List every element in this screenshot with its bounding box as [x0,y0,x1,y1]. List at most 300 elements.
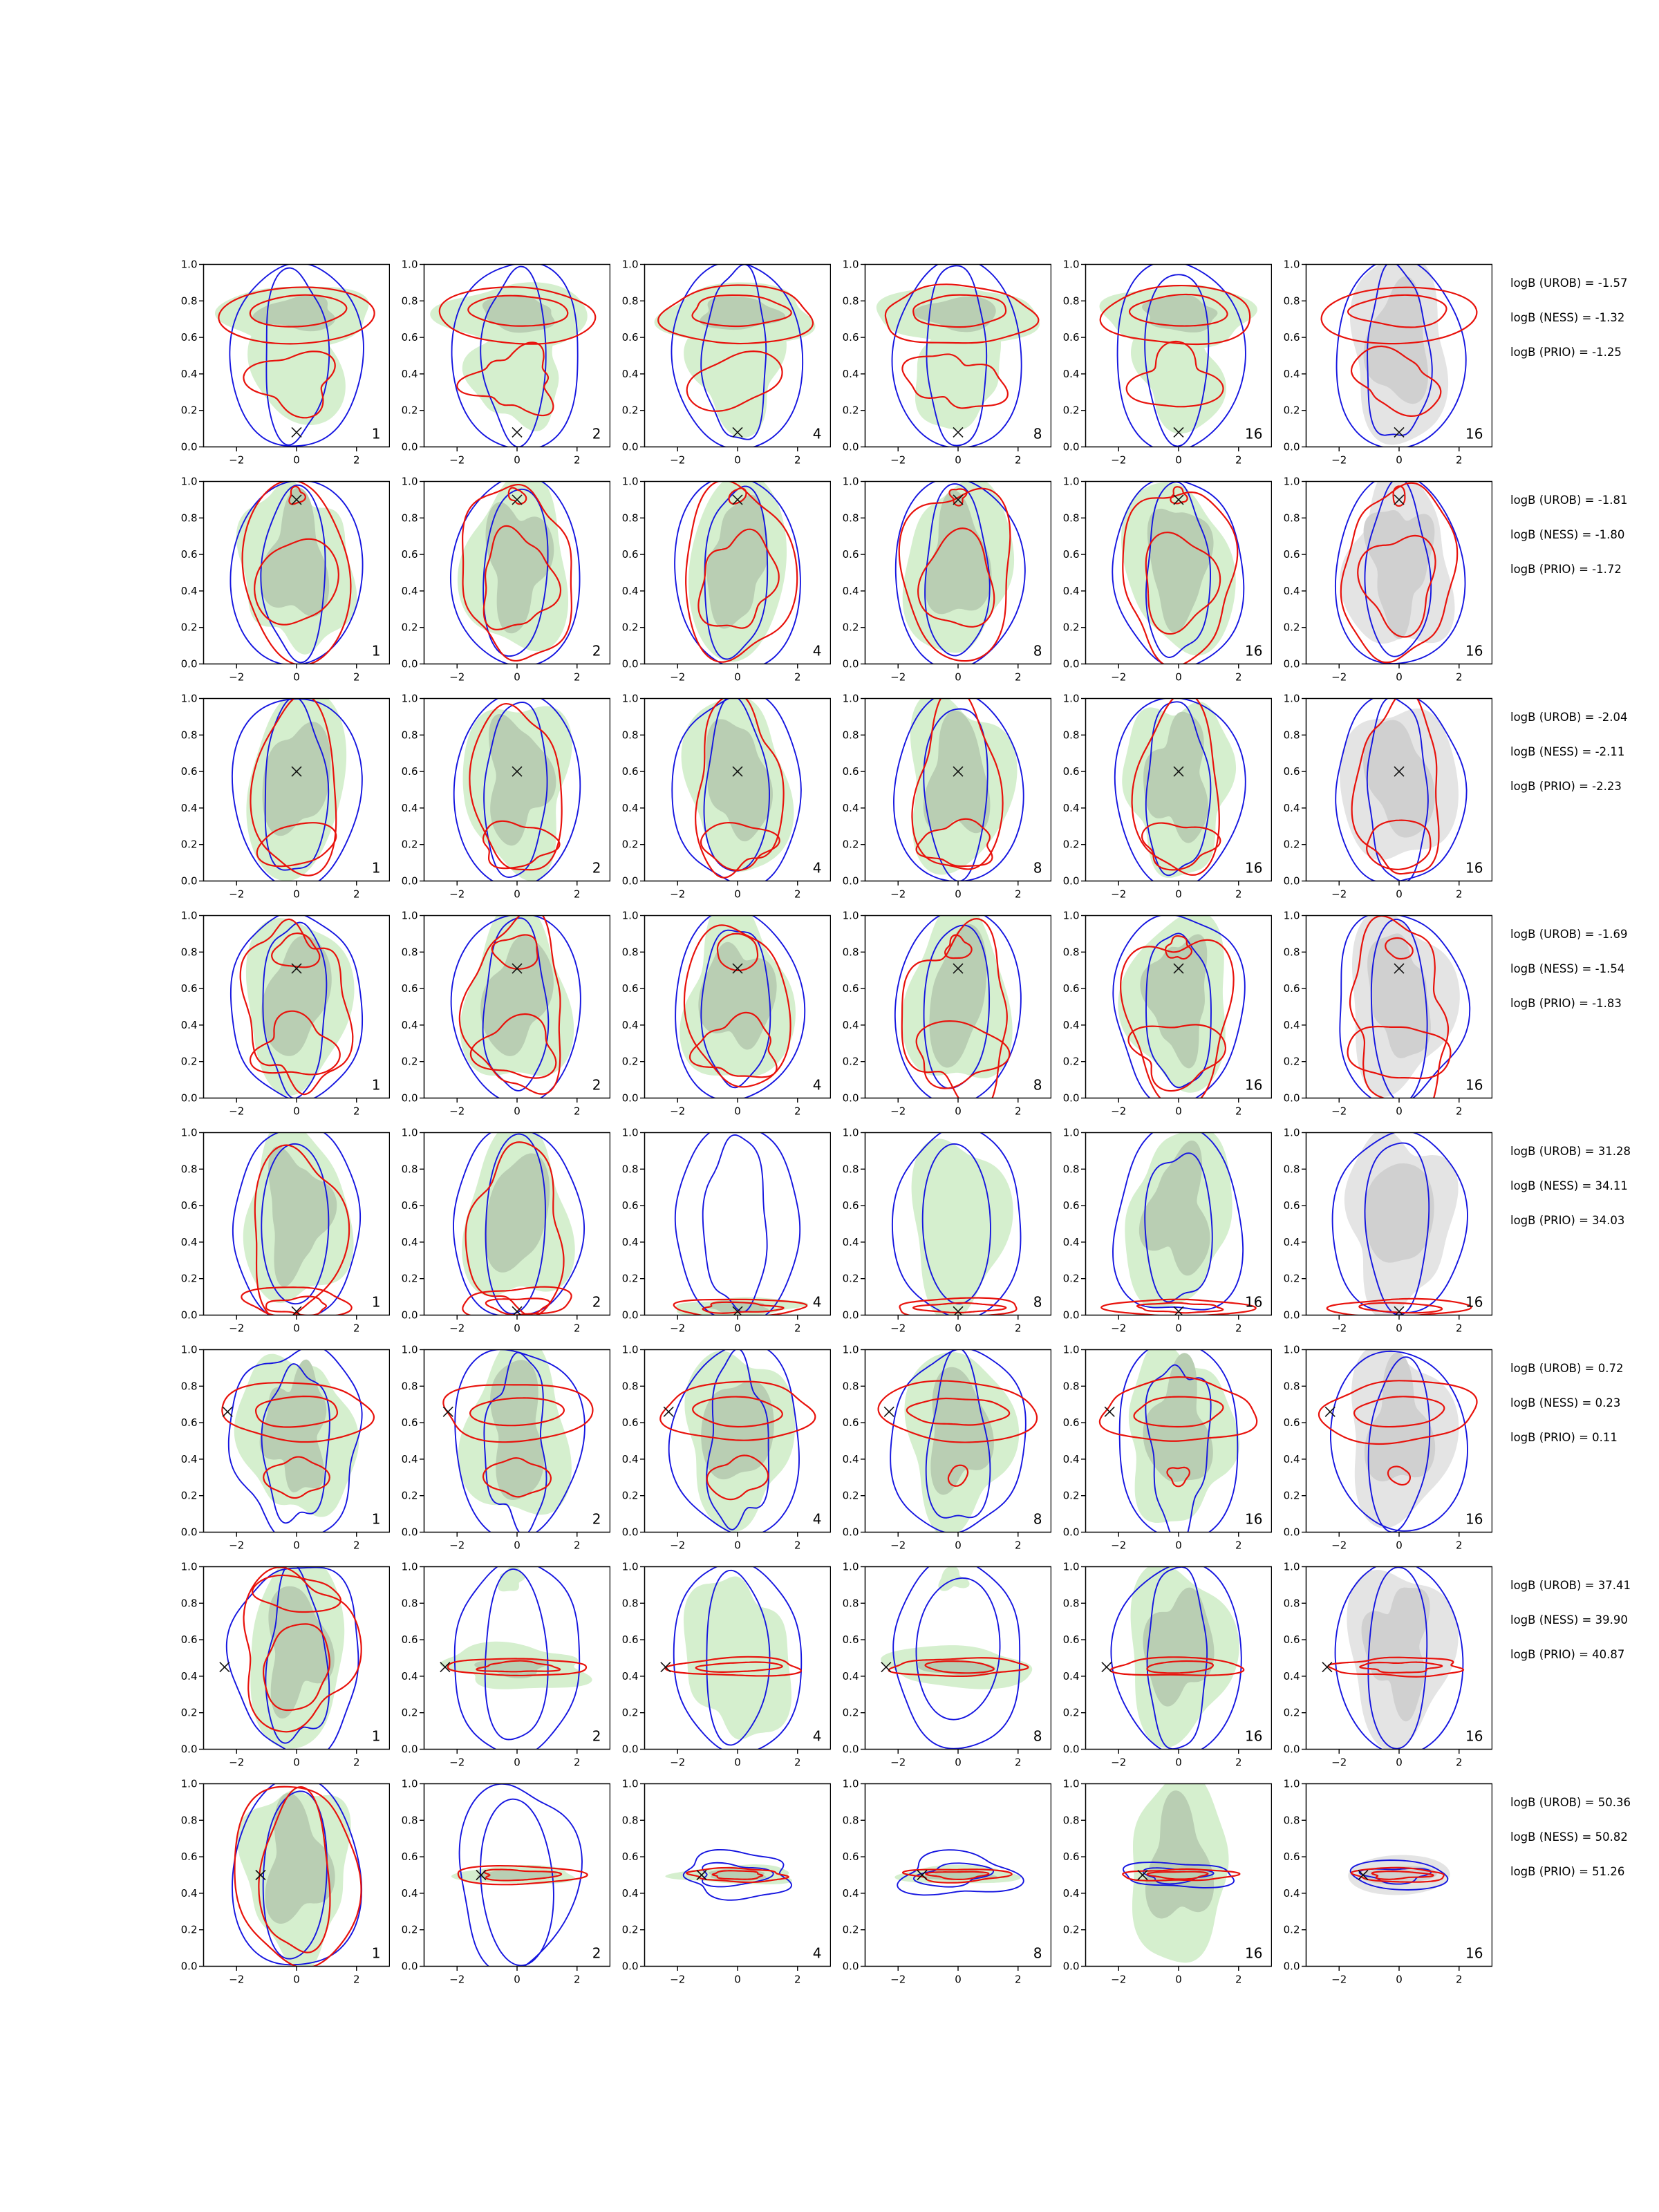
subplot-r3-c2 [390,693,610,908]
subplot-r2-c1 [169,476,390,691]
y-tick-label: 0.4 [1283,1669,1300,1683]
y-tick-label: 0.6 [842,765,859,778]
y-tick-label: 0.8 [1283,1814,1300,1827]
y-tick-label: 1.0 [842,1562,859,1573]
subplot-r5-c6-figure [1272,1127,1492,1342]
y-tick-label: 0.6 [621,1633,639,1647]
x-tick-label: 2 [1456,453,1463,467]
subplot-r2-c5 [1051,476,1272,691]
true-value-x-marker [443,1407,453,1416]
y-tick-label: 0.2 [621,838,639,851]
figure-row-4 [169,910,1659,1127]
y-tick-label: 1.0 [401,693,418,705]
y-tick-label: 0.4 [180,584,198,597]
y-tick-label: 0.0 [180,1091,198,1105]
panel-count-label: 16 [1465,1293,1483,1311]
x-tick-label: −2 [1331,671,1347,684]
subplot-r7-c6-figure [1272,1562,1492,1776]
y-tick-label: 0.8 [621,1597,639,1610]
subplot-r2-c4-figure [831,476,1051,691]
y-tick-label: 0.6 [1283,548,1300,561]
panel-count-label: 8 [1033,1944,1042,1962]
x-tick-label: 0 [734,1105,741,1118]
x-tick-label: 2 [794,1322,801,1335]
y-tick-label: 0.6 [180,548,198,561]
y-tick-label: 0.6 [401,765,418,778]
y-tick-label: 0.6 [1283,331,1300,344]
subplot-r1-c5 [1051,259,1272,474]
y-tick-label: 0.2 [621,621,639,634]
y-tick-label: 0.8 [1283,512,1300,525]
y-tick-label: 0.4 [180,1018,198,1031]
x-tick-label: 0 [1175,1756,1182,1769]
x-tick-label: 0 [955,1756,962,1769]
x-tick-label: 2 [1235,1322,1242,1335]
subplot-r4-c4 [831,910,1051,1125]
y-tick-label: 0.2 [401,1706,418,1719]
y-tick-label: 0.0 [842,1743,859,1756]
y-tick-label: 1.0 [1283,910,1300,922]
x-tick-label: 2 [353,1322,360,1335]
true-value-x-marker [884,1407,894,1416]
y-tick-label: 1.0 [1283,476,1300,488]
y-tick-label: 0.4 [401,1452,418,1465]
subplot-r8-c5-figure [1051,1779,1272,1993]
subplot-r4-c4-figure [831,910,1051,1125]
x-tick-label: 2 [1456,1756,1463,1769]
x-tick-label: −2 [1331,453,1347,467]
x-tick-label: −2 [670,453,686,467]
panels-row-3 [169,693,1492,908]
y-tick-label: 0.8 [621,729,639,742]
panel-count-label: 16 [1465,1727,1483,1745]
subplot-r4-c1 [169,910,390,1125]
x-tick-label: −2 [670,1973,686,1986]
true-value-x-marker [661,1662,671,1672]
y-tick-label: 1.0 [842,910,859,922]
logb-urob: logB (UROB) = -2.04 [1510,711,1628,724]
y-tick-label: 1.0 [621,476,639,488]
x-tick-label: −2 [449,1322,465,1335]
y-tick-label: 0.6 [621,1416,639,1430]
x-tick-label: 2 [794,453,801,467]
y-tick-label: 0.4 [621,1886,639,1900]
x-tick-label: 0 [514,888,521,901]
y-tick-label: 0.8 [401,1814,418,1827]
x-tick-label: 0 [514,1973,521,1986]
logb-ness: logB (NESS) = -1.54 [1510,962,1625,975]
panel-count-label: 2 [592,425,601,442]
y-tick-label: 0.0 [621,1960,639,1973]
subplot-r8-c1 [169,1779,390,1993]
x-tick-label: 2 [1015,1539,1022,1552]
x-tick-label: 0 [1396,671,1403,684]
y-tick-label: 1.0 [180,1344,198,1356]
x-tick-label: 2 [794,1756,801,1769]
logb-annotation-r6 [1510,1344,1624,1455]
y-tick-label: 0.2 [1062,1489,1080,1502]
y-tick-label: 0.2 [1062,1272,1080,1285]
subplot-r7-c6 [1272,1562,1492,1776]
y-tick-label: 1.0 [401,476,418,488]
subplot-r5-c1-figure [169,1127,390,1342]
panel-count-label: 1 [371,859,381,877]
x-tick-label: 0 [1396,453,1403,467]
y-tick-label: 0.4 [842,801,859,814]
x-tick-label: 0 [1396,888,1403,901]
x-tick-label: 0 [1175,671,1182,684]
x-tick-label: −2 [1111,888,1127,901]
x-tick-label: 0 [1396,1539,1403,1552]
y-tick-label: 0.4 [621,1235,639,1248]
subplot-r8-c4-figure [831,1779,1051,1993]
y-tick-label: 0.0 [180,1960,198,1973]
x-tick-label: 2 [1235,1973,1242,1986]
subplot-r6-c2 [390,1344,610,1559]
y-tick-label: 0.2 [1283,1055,1300,1068]
y-tick-label: 0.4 [180,1235,198,1248]
y-tick-label: 0.2 [401,1923,418,1936]
y-tick-label: 0.8 [401,946,418,959]
y-tick-label: 0.4 [401,1235,418,1248]
y-tick-label: 0.2 [1283,404,1300,417]
panel-count-label: 16 [1245,642,1263,659]
x-tick-label: −2 [229,1539,245,1552]
y-tick-label: 0.4 [180,801,198,814]
y-tick-label: 0.6 [1062,1416,1080,1430]
y-tick-label: 0.8 [1283,946,1300,959]
y-tick-label: 0.8 [842,1380,859,1393]
subplot-r3-c1 [169,693,390,908]
subplot-r8-c1-figure [169,1779,390,1993]
panel-count-label: 16 [1245,425,1263,442]
y-tick-label: 0.0 [401,1091,418,1105]
subplot-r5-c6 [1272,1127,1492,1342]
y-tick-label: 0.8 [180,946,198,959]
y-tick-label: 0.2 [401,1272,418,1285]
y-tick-label: 0.2 [842,1272,859,1285]
logb-ness: logB (NESS) = 34.11 [1510,1179,1628,1192]
subplot-r6-c4-figure [831,1344,1051,1559]
y-tick-label: 0.4 [1062,1452,1080,1465]
x-tick-label: −2 [449,1105,465,1118]
y-tick-label: 1.0 [842,1127,859,1139]
y-tick-label: 0.4 [621,367,639,380]
y-tick-label: 0.6 [401,331,418,344]
y-tick-label: 0.0 [180,1743,198,1756]
x-tick-label: −2 [1331,1322,1347,1335]
y-tick-label: 0.2 [621,1272,639,1285]
x-tick-label: 2 [1015,671,1022,684]
y-tick-label: 1.0 [621,910,639,922]
subplot-r3-c3 [610,693,831,908]
panels-row-7 [169,1562,1492,1776]
y-tick-label: 0.6 [842,1850,859,1864]
y-tick-label: 0.0 [401,874,418,888]
x-tick-label: 0 [955,1322,962,1335]
subplot-r5-c3-figure [610,1127,831,1342]
y-tick-label: 0.6 [401,548,418,561]
true-value-x-marker [664,1407,673,1416]
y-tick-label: 0.6 [401,1850,418,1864]
y-tick-label: 0.0 [1283,874,1300,888]
y-tick-label: 1.0 [621,1344,639,1356]
x-tick-label: 0 [734,888,741,901]
y-tick-label: 0.4 [1283,801,1300,814]
y-tick-label: 1.0 [1283,1344,1300,1356]
x-tick-label: 0 [514,1756,521,1769]
subplot-r4-c5 [1051,910,1272,1125]
x-tick-label: 2 [353,1756,360,1769]
subplot-r1-c1-figure [169,259,390,474]
y-tick-label: 0.8 [180,294,198,308]
subplot-r6-c1 [169,1344,390,1559]
true-value-x-marker [292,427,301,437]
x-tick-label: 2 [794,1105,801,1118]
subplot-r3-c3-figure [610,693,831,908]
y-tick-label: 0.2 [621,1706,639,1719]
y-tick-label: 0.4 [401,1886,418,1900]
logb-prio: logB (PRIO) = 40.87 [1510,1648,1625,1661]
panel-count-label: 1 [371,1076,381,1094]
y-tick-label: 0.2 [1283,1272,1300,1285]
x-tick-label: 2 [1456,1322,1463,1335]
subplot-r4-c1-figure [169,910,390,1125]
y-tick-label: 0.0 [1283,657,1300,671]
logb-annotation-r5 [1510,1127,1631,1238]
subplot-r7-c1-figure [169,1562,390,1776]
y-tick-label: 0.4 [1062,801,1080,814]
x-tick-label: −2 [1111,1322,1127,1335]
logb-annotation-r7 [1510,1562,1631,1672]
panel-count-label: 16 [1465,425,1483,442]
y-tick-label: 0.8 [1062,512,1080,525]
y-tick-label: 1.0 [180,693,198,705]
logb-urob: logB (UROB) = -1.57 [1510,276,1628,290]
true-value-x-marker [1102,1662,1112,1672]
x-tick-label: 2 [574,888,581,901]
subplot-r5-c2 [390,1127,610,1342]
x-tick-label: 0 [514,1539,521,1552]
y-tick-label: 0.6 [180,331,198,344]
x-tick-label: 2 [574,671,581,684]
y-tick-label: 1.0 [401,1562,418,1573]
x-tick-label: −2 [1111,1105,1127,1118]
x-tick-label: 2 [794,888,801,901]
panel-count-label: 16 [1465,1076,1483,1094]
x-tick-label: 2 [574,1322,581,1335]
x-tick-label: 2 [353,671,360,684]
x-tick-label: −2 [890,453,906,467]
subplot-r6-c6 [1272,1344,1492,1559]
x-tick-label: 0 [514,1322,521,1335]
logb-urob: logB (UROB) = -1.81 [1510,494,1628,507]
x-tick-label: 2 [574,1973,581,1986]
y-tick-label: 0.6 [1062,331,1080,344]
y-tick-label: 0.6 [842,1199,859,1212]
y-tick-label: 0.0 [401,440,418,453]
x-tick-label: 2 [574,1756,581,1769]
y-tick-label: 0.8 [401,512,418,525]
subplot-r7-c5 [1051,1562,1272,1776]
subplot-r5-c5-figure [1051,1127,1272,1342]
subplot-r1-c1 [169,259,390,474]
y-tick-label: 0.2 [842,1489,859,1502]
y-tick-label: 1.0 [401,1779,418,1790]
y-tick-label: 1.0 [621,1562,639,1573]
panels-row-5 [169,1127,1492,1342]
y-tick-label: 0.6 [180,1633,198,1647]
subplot-r7-c2-figure [390,1562,610,1776]
y-tick-label: 0.0 [621,874,639,888]
y-tick-label: 0.4 [842,1886,859,1900]
x-tick-label: −2 [670,671,686,684]
subplot-r2-c3-figure [610,476,831,691]
x-tick-label: 0 [734,1756,741,1769]
y-tick-label: 0.8 [1283,1380,1300,1393]
x-tick-label: 2 [1015,1105,1022,1118]
x-tick-label: 2 [1015,1973,1022,1986]
x-tick-label: −2 [670,1756,686,1769]
x-tick-label: 2 [1015,453,1022,467]
x-tick-label: 0 [734,453,741,467]
x-tick-label: 0 [955,888,962,901]
x-tick-label: 0 [293,1105,300,1118]
y-tick-label: 0.4 [842,1235,859,1248]
x-tick-label: 0 [293,1756,300,1769]
panel-count-label: 16 [1465,642,1483,659]
subplot-r1-c2 [390,259,610,474]
subplot-r6-c5 [1051,1344,1272,1559]
subplot-r4-c3 [610,910,831,1125]
y-tick-label: 0.4 [180,367,198,380]
x-tick-label: 2 [574,1539,581,1552]
panel-count-label: 16 [1245,1727,1263,1745]
y-tick-label: 1.0 [1062,910,1080,922]
y-tick-label: 0.8 [1062,1814,1080,1827]
logb-prio: logB (PRIO) = -1.83 [1510,997,1622,1010]
subplot-r3-c6 [1272,693,1492,908]
true-value-x-marker [223,1407,232,1416]
x-tick-label: −2 [229,453,245,467]
panel-count-label: 16 [1245,1510,1263,1528]
logb-urob: logB (UROB) = 37.41 [1510,1579,1631,1592]
x-tick-label: −2 [890,888,906,901]
x-tick-label: 2 [1235,671,1242,684]
figure-row-6 [169,1344,1659,1562]
y-tick-label: 0.0 [842,1091,859,1105]
y-tick-label: 0.2 [401,621,418,634]
x-tick-label: −2 [670,1539,686,1552]
y-tick-label: 0.2 [1062,404,1080,417]
panel-count-label: 8 [1033,425,1042,442]
y-tick-label: 0.0 [1283,1091,1300,1105]
y-tick-label: 0.2 [401,838,418,851]
y-tick-label: 1.0 [401,910,418,922]
y-tick-label: 0.0 [1283,440,1300,453]
panel-count-label: 1 [371,1727,381,1745]
logb-prio: logB (PRIO) = 51.26 [1510,1865,1625,1878]
subplot-r5-c1 [169,1127,390,1342]
panel-count-label: 2 [592,1727,601,1745]
logb-ness: logB (NESS) = -1.80 [1510,528,1625,541]
x-tick-label: −2 [1331,1105,1347,1118]
y-tick-label: 1.0 [180,1779,198,1790]
subplot-r7-c4 [831,1562,1051,1776]
x-tick-label: 0 [955,1539,962,1552]
y-tick-label: 0.4 [1062,367,1080,380]
x-tick-label: −2 [229,1756,245,1769]
panels-row-6 [169,1344,1492,1559]
subplot-r7-c3 [610,1562,831,1776]
y-tick-label: 0.6 [621,1199,639,1212]
y-tick-label: 0.6 [1283,1633,1300,1647]
y-tick-label: 0.6 [401,1633,418,1647]
y-tick-label: 0.2 [1283,838,1300,851]
y-tick-label: 0.8 [1062,1163,1080,1176]
y-tick-label: 0.2 [401,1055,418,1068]
y-tick-label: 0.6 [180,1850,198,1864]
y-tick-label: 0.2 [180,621,198,634]
y-tick-label: 0.2 [180,838,198,851]
y-tick-label: 0.0 [842,1526,859,1539]
y-tick-label: 0.6 [180,1199,198,1212]
y-tick-label: 0.8 [621,1163,639,1176]
y-tick-label: 0.0 [180,440,198,453]
y-tick-label: 0.2 [842,838,859,851]
subplot-r8-c2 [390,1779,610,1993]
x-tick-label: 2 [794,1973,801,1986]
y-tick-label: 0.6 [621,982,639,995]
axes-spines [645,1133,831,1315]
subplot-r6-c5-figure [1051,1344,1272,1559]
subplot-r4-c2-figure [390,910,610,1125]
y-tick-label: 1.0 [1062,259,1080,271]
y-tick-label: 1.0 [1283,1127,1300,1139]
x-tick-label: 0 [293,671,300,684]
y-tick-label: 0.0 [842,657,859,671]
subplot-r4-c2 [390,910,610,1125]
logb-prio: logB (PRIO) = 0.11 [1510,1431,1618,1444]
subplot-r6-c4 [831,1344,1051,1559]
y-tick-label: 0.0 [621,1526,639,1539]
subplot-r2-c6-figure [1272,476,1492,691]
density-fill [912,1138,1013,1321]
y-tick-label: 1.0 [1062,1127,1080,1139]
x-tick-label: 2 [1015,1322,1022,1335]
y-tick-label: 0.8 [180,1163,198,1176]
y-tick-label: 1.0 [180,259,198,271]
y-tick-label: 0.2 [1283,621,1300,634]
logb-ness: logB (NESS) = 0.23 [1510,1396,1621,1409]
y-tick-label: 0.0 [1062,1091,1080,1105]
x-tick-label: 2 [1235,1105,1242,1118]
y-tick-label: 0.0 [401,657,418,671]
panel-count-label: 4 [812,425,822,442]
y-tick-label: 0.0 [401,1309,418,1322]
x-tick-label: 0 [514,1105,521,1118]
subplot-r3-c2-figure [390,693,610,908]
y-tick-label: 0.4 [401,1018,418,1031]
subplot-r6-c1-figure [169,1344,390,1559]
subplot-r8-c2-figure [390,1779,610,1993]
y-tick-label: 0.0 [180,657,198,671]
subplot-r8-c3-figure [610,1779,831,1993]
y-tick-label: 0.6 [401,1416,418,1430]
panel-count-label: 4 [812,1727,822,1745]
y-tick-label: 1.0 [842,1344,859,1356]
y-tick-label: 1.0 [842,259,859,271]
